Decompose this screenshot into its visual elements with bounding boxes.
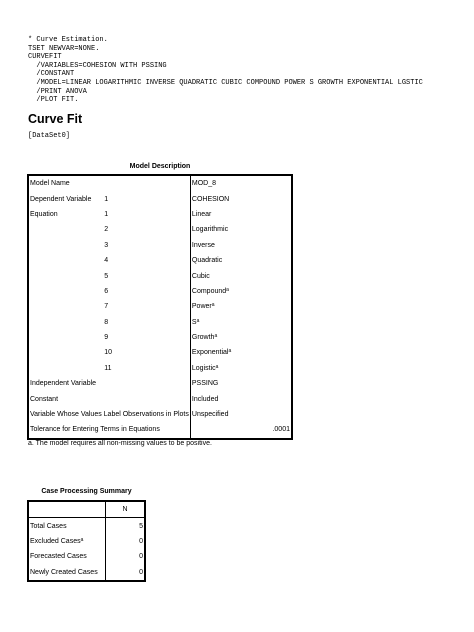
footnote-marker: a: [228, 348, 232, 355]
row-label: [28, 345, 103, 360]
row-label: Equation: [30, 210, 58, 218]
syntax-block: [28, 36, 423, 105]
table-row: [28, 253, 292, 268]
row-label: Model Name: [28, 175, 190, 191]
row-index: 5: [103, 268, 190, 283]
row-value: [190, 207, 292, 222]
row-index: 11: [103, 361, 190, 376]
table-row: [28, 284, 292, 299]
equation-name: Quadratic: [191, 257, 223, 265]
table-row: [28, 518, 145, 534]
row-value: PSSING: [191, 380, 219, 388]
row-index: 7: [103, 299, 190, 314]
equation-name: Cubic: [191, 272, 210, 280]
row-value: Unspecified: [191, 411, 229, 419]
syntax-line: TSET NEWVAR=NONE.: [28, 44, 100, 53]
row-label: [28, 238, 103, 253]
row-value: [190, 361, 292, 376]
row-value: [190, 222, 292, 237]
syntax-line: /CONSTANT: [28, 70, 75, 79]
table-row: [28, 238, 292, 253]
table-row: [28, 422, 292, 438]
row-value: 0: [139, 537, 143, 545]
case-summary-table: [27, 500, 146, 582]
table-row: [28, 299, 292, 314]
row-label: [28, 299, 103, 314]
row-index: 10: [103, 345, 190, 360]
equation-name: S: [191, 318, 197, 326]
footnote-marker: a: [226, 286, 229, 293]
row-index: 8: [103, 315, 190, 330]
table-row: [28, 222, 292, 237]
row-value: 0: [139, 553, 143, 561]
table-row: [28, 345, 292, 360]
case-label: Forecasted Cases: [30, 553, 87, 561]
table-row: [28, 191, 292, 206]
footnote-marker: a: [215, 363, 219, 370]
equation-name: Compound: [191, 287, 227, 295]
table-row: [28, 207, 292, 222]
row-index: 3: [103, 238, 190, 253]
row-label: Constant: [28, 391, 190, 406]
table-row: [28, 315, 292, 330]
syntax-line: CURVEFIT: [28, 53, 62, 62]
row-value: [190, 299, 292, 314]
syntax-line: * Curve Estimation.: [28, 36, 108, 44]
row-label: [28, 361, 103, 376]
table-row: [28, 330, 292, 345]
footnote-marker: a: [214, 333, 218, 340]
row-index: 6: [103, 284, 190, 299]
row-value: 0: [139, 568, 143, 576]
syntax-line: /PLOT FIT.: [28, 96, 79, 105]
row-value: [190, 284, 292, 299]
table-row: [28, 391, 292, 406]
syntax-line: /VARIABLES=COHESION WITH PSSING: [28, 61, 167, 70]
row-value: MOD_8: [191, 180, 217, 188]
page-title: Curve Fit: [28, 112, 83, 126]
row-value: [190, 238, 292, 253]
row-value: [190, 330, 292, 345]
header-blank: [28, 501, 106, 518]
row-label: Independent Variable: [28, 376, 190, 391]
row-label: [28, 284, 103, 299]
table-row: [28, 268, 292, 283]
row-label: [28, 534, 106, 549]
row-label: [28, 330, 103, 345]
row-label: Variable Whose Values Label Observations in Plots: [28, 407, 190, 422]
row-index: 2: [103, 222, 190, 237]
table-header-row: [28, 501, 145, 518]
table-row: [28, 361, 292, 376]
row-label: Dependent Variable: [30, 195, 92, 203]
row-label: [28, 315, 103, 330]
row-index: 9: [103, 330, 190, 345]
equation-name: Exponential: [191, 349, 229, 357]
table-row: [28, 534, 145, 549]
row-value: [190, 345, 292, 360]
equation-name: Logistic: [191, 364, 216, 372]
syntax-line: /PRINT ANOVA: [28, 87, 87, 96]
model-footnote: a. The model requires all non-missing values to be positive.: [28, 440, 212, 447]
equation-name: Logarithmic: [191, 226, 229, 234]
row-index: 1: [103, 207, 190, 222]
column-header-n: N: [106, 501, 145, 518]
case-summary-title: Case Processing Summary: [41, 488, 132, 495]
case-label: Total Cases: [30, 522, 67, 530]
row-value: 5: [139, 522, 143, 530]
model-description-title: Model Description: [129, 163, 191, 170]
equation-name: Inverse: [191, 241, 215, 249]
footnote-marker: a: [211, 302, 215, 309]
row-label: [28, 222, 103, 237]
syntax-line: /MODEL=LINEAR LOGARITHMIC INVERSE QUADRATIC CUBIC COMPOUND POWER S GROWTH EXPONENTIAL LGSTIC: [28, 78, 423, 87]
row-value: [190, 268, 292, 283]
equation-name: Power: [191, 303, 212, 311]
table-row: [28, 175, 292, 191]
case-label: Excluded Cases: [30, 537, 81, 545]
model-description-table: [27, 174, 293, 440]
row-value: .0001: [272, 426, 290, 434]
row-label: [28, 565, 106, 581]
row-value: COHESION: [191, 195, 230, 203]
equation-name: Linear: [191, 210, 212, 218]
table-row: [28, 376, 292, 391]
case-label: Newly Created Cases: [30, 568, 98, 576]
row-label: [28, 268, 103, 283]
table-row: [28, 407, 292, 422]
dataset-label: [DataSet0]: [28, 132, 71, 140]
footnote-marker: a: [196, 317, 200, 324]
row-index: 4: [103, 253, 190, 268]
row-label: Tolerance for Entering Terms in Equations: [28, 422, 190, 438]
row-value: Included: [191, 395, 219, 403]
row-value: [190, 253, 292, 268]
table-row: [28, 549, 145, 564]
equation-name: Growth: [191, 334, 215, 342]
row-value: [190, 315, 292, 330]
footnote-marker: a: [80, 536, 84, 543]
row-label: [28, 518, 106, 534]
row-label: [28, 253, 103, 268]
row-index: 1: [103, 191, 190, 206]
table-row: [28, 565, 145, 581]
row-label: [28, 549, 106, 564]
